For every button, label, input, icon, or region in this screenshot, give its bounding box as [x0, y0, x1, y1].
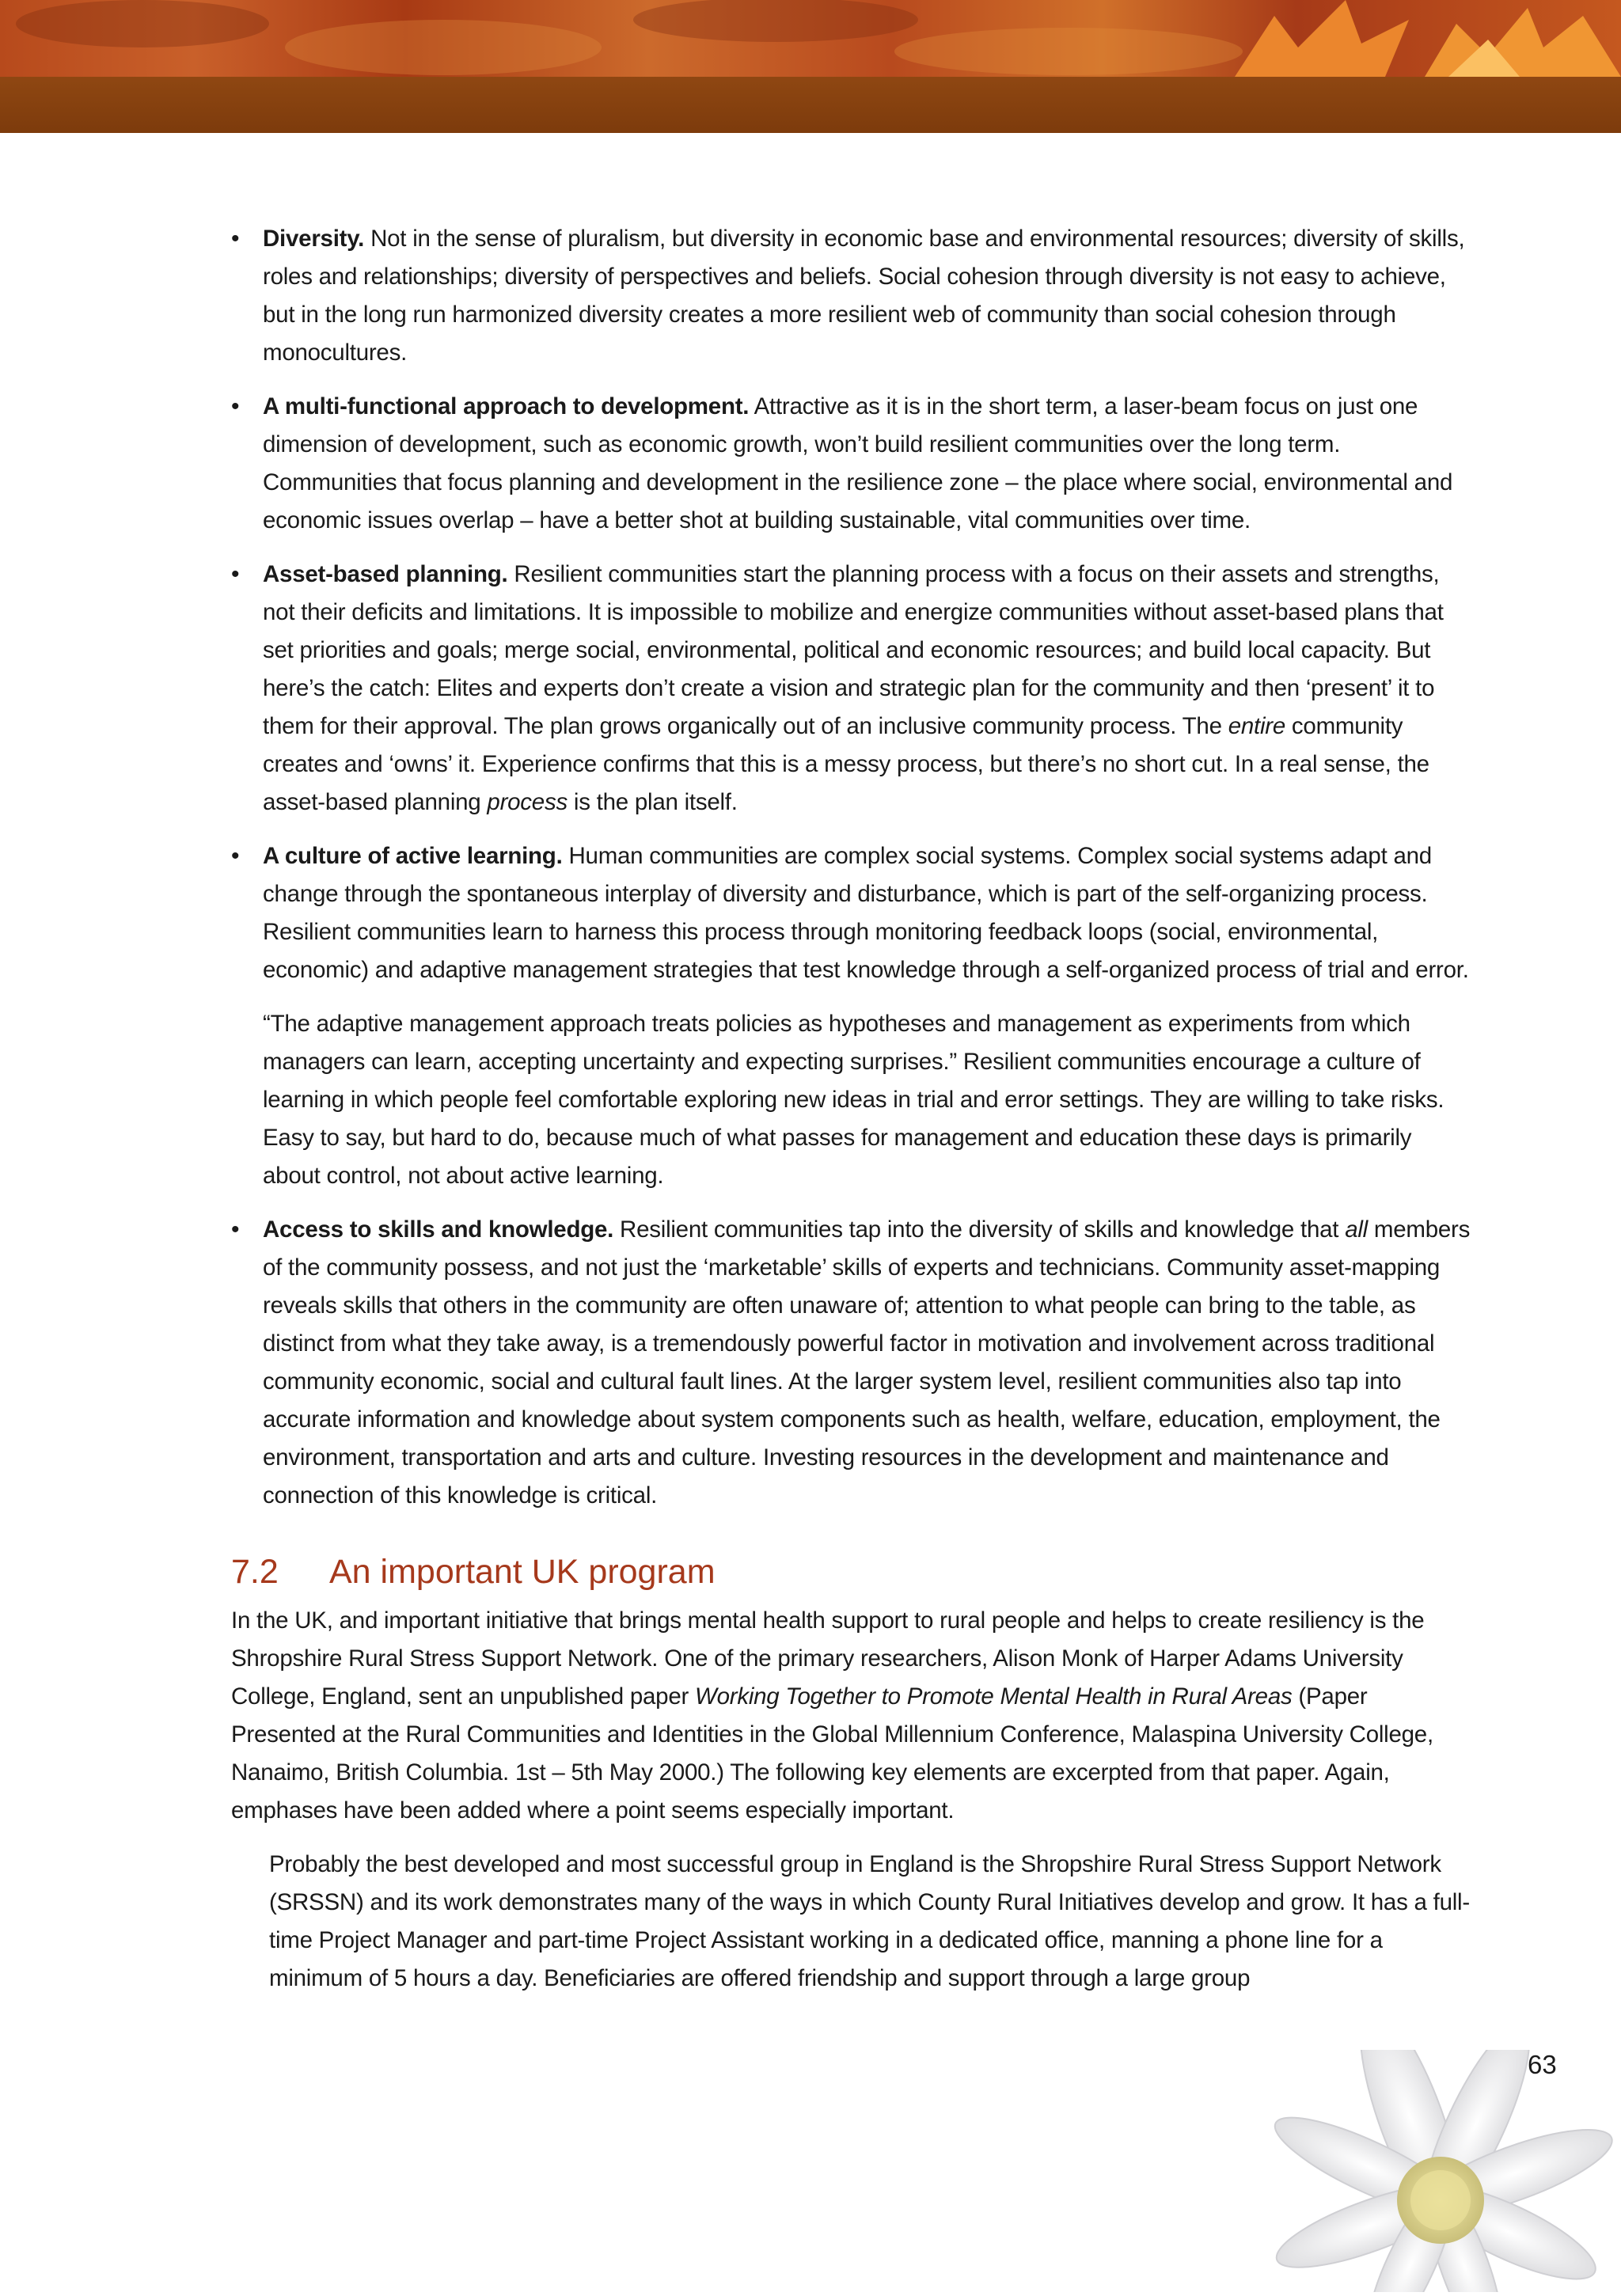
bullet-list: [231, 220, 1474, 1515]
flower-icon: [1251, 2050, 1621, 2296]
bullet-icon: •: [231, 561, 240, 587]
text-run: community creates and ‘owns’ it. Experience confirms that this is a messy process, but there’s no short cut. In a real sense, the asset-based planning: [263, 713, 1429, 815]
section-intro-paragraph: [231, 1602, 1474, 1830]
section-heading: [231, 1548, 1474, 1596]
bullet-icon: •: [231, 226, 240, 252]
bullet-paragraph: [263, 556, 1474, 822]
bullet-icon: •: [231, 1216, 240, 1243]
header-banner: [0, 0, 1621, 133]
main-content: [231, 220, 1474, 1998]
section-number: 7.2: [231, 1553, 279, 1591]
text-run: Not in the sense of pluralism, but diversity in economic base and environmental resources; diversity of skills, roles and relationships; diversity of perspectives and beliefs. Social cohesion through diversity is not easy to achieve, but in the long run harmonized diversity creates a more resilient web of community than social cohesion through monocultures.: [263, 226, 1465, 366]
bullet-paragraph: [263, 837, 1474, 989]
text-run: In the UK, and important initiative that brings mental health support to rural people and helps to create resiliency is the Shropshire Rural Stress Support Network. One of the primary researchers, Alison Monk of Harper Adams University College, England, sent an unpublished paper: [231, 1607, 1425, 1710]
text-run: Resilient communities start the planning process with a focus on their assets and strengths, not their deficits and limitations. It is impossible to mobilize and energize communities without asset-based plans that set priorities and goals; merge social, environmental, political and economic resources; and build local capacity. But here’s the catch: Elites and experts don’t create a vision and strategic plan for the community and then ‘present’ it to them for their approval. The plan grows organically out of an inclusive community process. The: [263, 561, 1444, 739]
decorative-banner-image: [0, 0, 1621, 77]
bullet-paragraph: [263, 388, 1474, 540]
text-run: members of the community possess, and not just the ‘marketable’ skills of experts and technicians. Community asset-mapping reveals skills that others in the community are often unaware of; attention to what people can bring to the table, as distinct from what they take away, is a tremendously powerful factor in motivation and involvement across traditional community economic, social and cultural fault lines. At the larger system level, resilient communities also tap into accurate information and knowledge about system components such as health, welfare, education, employment, the environment, transportation and arts and culture. Investing resources in the development and maintenance and connection of this knowledge is critical.: [263, 1216, 1471, 1509]
text-run: Human communities are complex social systems. Complex social systems adapt and change through the spontaneous interplay of diversity and disturbance, which is part of the self-organizing process. Resilient communities learn to harness this process through monitoring feedback loops (social, environmental, economic) and adaptive management strategies that test knowledge through a self-organized process of trial and error.: [263, 843, 1469, 983]
bullet-item-multi-functional: [231, 388, 1474, 540]
italic-text: Working Together to Promote Mental Health in Rural Areas: [695, 1683, 1293, 1710]
italic-text: entire: [1228, 713, 1285, 739]
bullet-paragraph: [263, 1005, 1474, 1195]
bullet-paragraph: [263, 1211, 1474, 1515]
page-number: 63: [1528, 2050, 1557, 2079]
bold-lead-in: Asset-based planning.: [263, 561, 508, 587]
text-run: is the plan itself.: [567, 789, 738, 815]
bullet-item-diversity: [231, 220, 1474, 372]
bold-lead-in: A culture of active learning.: [263, 843, 563, 869]
bullet-icon: •: [231, 843, 240, 869]
bullet-item-asset-based: [231, 556, 1474, 822]
section-title: An important UK program: [329, 1553, 716, 1591]
text-run: Attractive as it is in the short term, a laser-beam focus on just one dimension of development, such as economic growth, won’t build resilient communities over the long term. Communities that focus planning and development in the resilience zone – the place where social, environmental and economic issues overlap – have a better shot at building sustainable, vital communities over time.: [263, 393, 1453, 533]
bullet-paragraph: [263, 220, 1474, 372]
leaf-icon: [1235, 0, 1621, 77]
bullet-icon: •: [231, 393, 240, 419]
banner-band: [0, 77, 1621, 133]
bold-lead-in: Access to skills and knowledge.: [263, 1216, 614, 1243]
text-run: Resilient communities tap into the diversity of skills and knowledge that: [613, 1216, 1346, 1243]
bold-lead-in: Diversity.: [263, 226, 365, 252]
text-run: “The adaptive management approach treats policies as hypotheses and management as experiments from which managers can learn, accepting uncertainty and expecting surprises.” Resilient communities encourage a culture of learning in which people feel comfortable exploring new ideas in trial and error settings. They are willing to take risks. Easy to say, but hard to do, because much of what passes for management and education these days is primarily about control, not about active learning.: [263, 1011, 1444, 1189]
excerpt-quote: Probably the best developed and most successful group in England is the Shropshire Rural Stress Support Network (SRSSN) and its work demonstrates many of the ways in which County Rural Initiatives develop and grow. It has a full-time Project Manager and part-time Project Assistant working in a dedicated office, manning a phone line for a minimum of 5 hours a day. Beneficiaries are offered friendship and support through a large group: [269, 1851, 1470, 1991]
bullet-item-active-learning: [231, 837, 1474, 1195]
text-run: (Paper Presented at the Rural Communities and Identities in the Global Millennium Conference, Malaspina University College, Nanaimo, British Columbia. 1st – 5th May 2000.) The following key elements are excerpted from that paper. Again, emphases have been added where a point seems especially important.: [231, 1683, 1433, 1824]
italic-text: process: [487, 789, 568, 815]
italic-text: all: [1345, 1216, 1368, 1243]
bold-lead-in: A multi-functional approach to development.: [263, 393, 750, 419]
bullet-item-skills-knowledge: [231, 1211, 1474, 1515]
